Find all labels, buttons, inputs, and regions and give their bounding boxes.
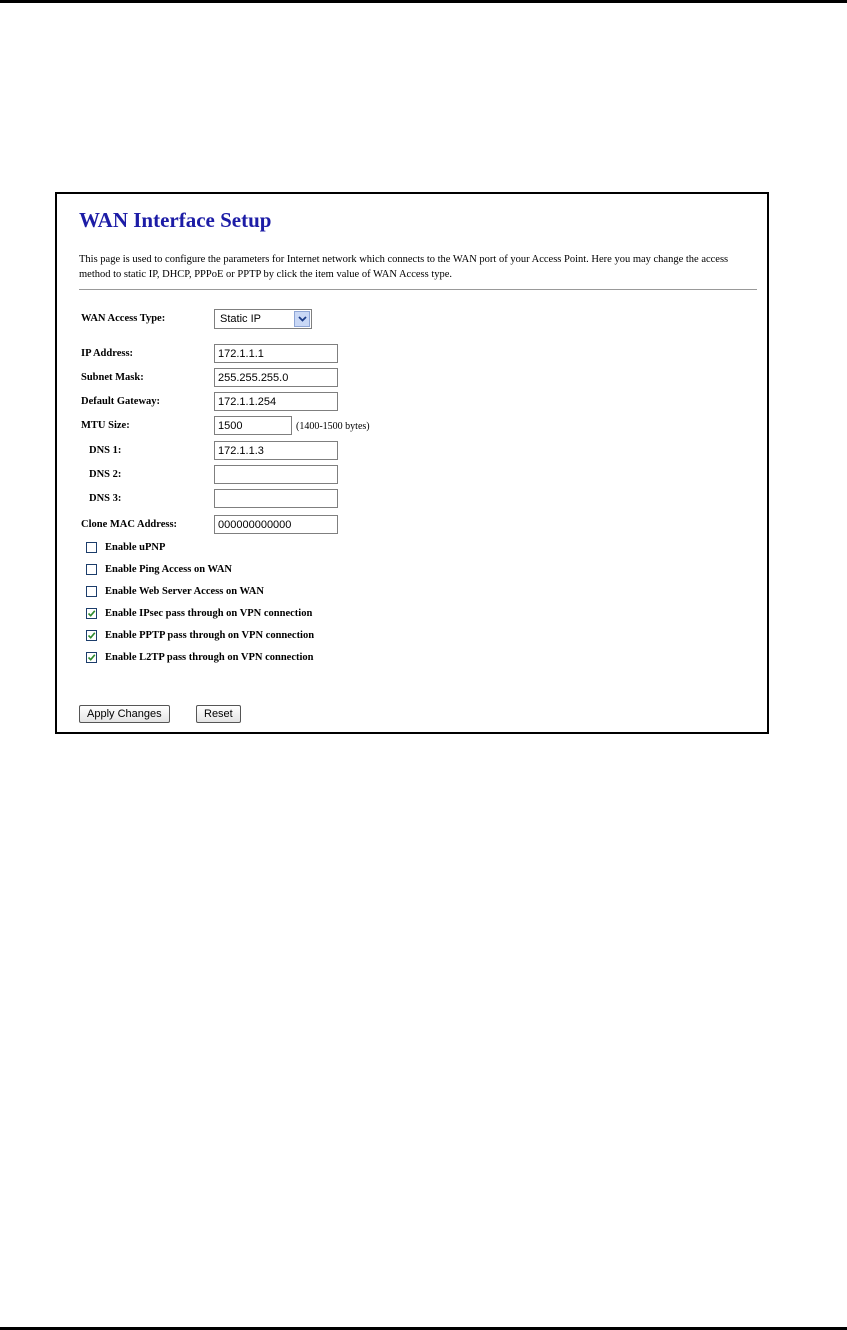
reset-button[interactable]: Reset [196, 705, 241, 723]
dns2-input[interactable] [214, 465, 338, 484]
enable-ipsec-label: Enable IPsec pass through on VPN connection [105, 608, 313, 619]
top-rule [0, 0, 847, 3]
wan-access-type-select[interactable] [214, 309, 312, 329]
page-title: WAN Interface Setup [79, 208, 272, 232]
enable-l2tp-label: Enable L2TP pass through on VPN connection [105, 652, 314, 663]
mtu-size-input[interactable] [214, 416, 292, 435]
chevron-down-icon[interactable] [294, 311, 310, 327]
wan-access-type-label: WAN Access Type: [81, 313, 166, 324]
mtu-size-label: MTU Size: [81, 420, 130, 431]
dns1-label: DNS 1: [89, 445, 122, 456]
default-gateway-label: Default Gateway: [81, 396, 161, 407]
enable-upnp-checkbox[interactable] [86, 542, 97, 553]
ip-address-input[interactable] [214, 344, 338, 363]
checkmark-icon [87, 631, 96, 640]
subnet-mask-input[interactable] [214, 368, 338, 387]
default-gateway-input[interactable] [214, 392, 338, 411]
subnet-mask-label: Subnet Mask: [81, 372, 144, 383]
apply-changes-button[interactable]: Apply Changes [79, 705, 170, 723]
page-description: This page is used to configure the parameters for Internet network which connects to the WAN port of your Access Point. Here you may change the access method to static IP, DHCP, PPPoE or PPTP by click the item value of WAN Access type. [79, 254, 729, 280]
enable-ping-wan-checkbox[interactable] [86, 564, 97, 575]
clone-mac-input[interactable] [214, 515, 338, 534]
clone-mac-label: Clone MAC Address: [81, 519, 178, 530]
wan-access-type-value: Static IP [220, 313, 261, 325]
enable-web-server-wan-label: Enable Web Server Access on WAN [105, 586, 264, 597]
dns1-input[interactable] [214, 441, 338, 460]
wan-setup-frame [55, 192, 769, 734]
enable-pptp-label: Enable PPTP pass through on VPN connection [105, 630, 315, 641]
mtu-size-hint: (1400-1500 bytes) [296, 421, 370, 432]
dns2-label: DNS 2: [89, 469, 122, 480]
enable-ipsec-checkbox[interactable] [86, 608, 97, 619]
enable-upnp-label: Enable uPNP [105, 542, 166, 553]
checkmark-icon [87, 653, 96, 662]
divider [79, 289, 757, 290]
ip-address-label: IP Address: [81, 348, 134, 359]
checkmark-icon [87, 609, 96, 618]
dns3-label: DNS 3: [89, 493, 122, 504]
dns3-input[interactable] [214, 489, 338, 508]
enable-ping-wan-label: Enable Ping Access on WAN [105, 564, 232, 575]
enable-web-server-wan-checkbox[interactable] [86, 586, 97, 597]
enable-l2tp-checkbox[interactable] [86, 652, 97, 663]
enable-pptp-checkbox[interactable] [86, 630, 97, 641]
